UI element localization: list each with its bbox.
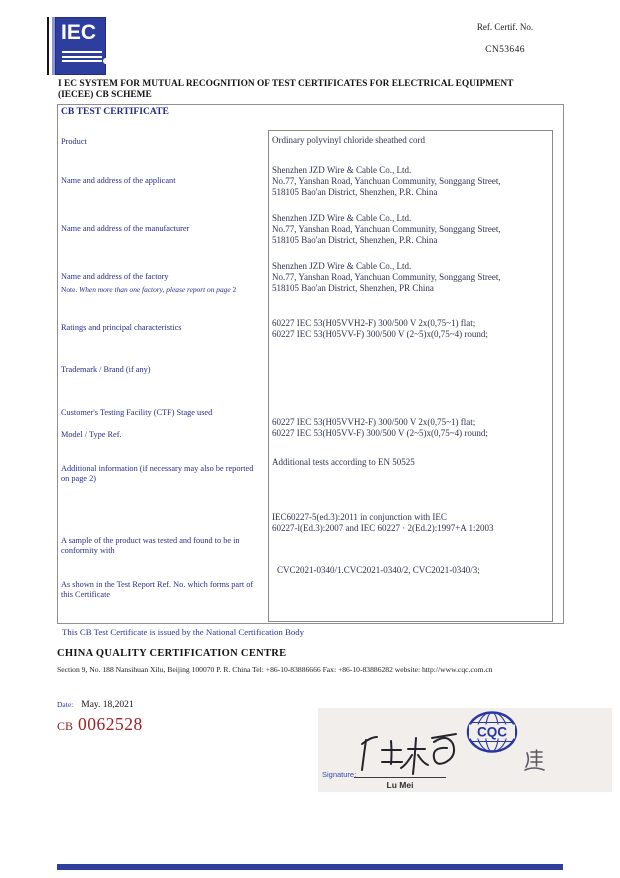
factory-note <box>61 285 266 294</box>
label-model-type-ref: Model / Type Ref. <box>61 430 122 439</box>
iec-logo-left-bar <box>47 17 49 75</box>
signatory-name: Lu Mei <box>386 780 414 790</box>
ncb-name: CHINA QUALITY CERTIFICATION CENTRE <box>57 648 287 659</box>
issued-by-statement: This CB Test Certificate is issued by the National Certification Body <box>62 627 305 637</box>
signature-panel <box>318 708 612 792</box>
label-additional-info: Additional information (if necessary may also be reported on page 2) <box>61 464 254 483</box>
label-factory: Name and address of the factory <box>61 272 169 281</box>
scheme-heading-line1: I EC SYSTEM FOR MUTUAL RECOGNITION OF TEST CERTIFICATES FOR ELECTRICAL EQUIPMENT <box>58 79 514 89</box>
iec-logo-text: IEC <box>61 21 97 44</box>
value-manufacturer: Shenzhen JZD Wire & Cable Co., Ltd. No.77, Yanshan Road, Yanchuan Community, Songgang Street, 518105 Bao'an District, Shenzhen, P.R. China <box>272 213 501 245</box>
label-ratings: Ratings and principal characteristics <box>61 323 182 332</box>
iec-logo <box>47 17 107 75</box>
date-value: May. 18,2021 <box>81 700 134 710</box>
handwritten-signature <box>352 730 462 778</box>
iec-logo-lines <box>62 51 102 65</box>
label-ctf-stage: Customer's Testing Facility (CTF) Stage used <box>61 408 213 417</box>
value-model-type-ref: 60227 IEC 53(H05VVH2-F) 300/500 V 2x(0,75~1) flat; 60227 IEC 53(H05VV-F) 300/500 V (2~5)x(0,75~4) round; <box>272 417 488 438</box>
cqc-stamp-logo <box>466 711 518 753</box>
value-ratings: 60227 IEC 53(H05VVH2-F) 300/500 V 2x(0,75~1) flat; 60227 IEC 53(H05VV-F) 300/500 V (2~5)x(0,75~4) round; <box>272 318 488 339</box>
svg-text:CQC: CQC <box>477 724 507 740</box>
value-applicant: Shenzhen JZD Wire & Cable Co., Ltd. No.77, Yanshan Road, Yanchuan Community, Songgang Street, 518105 Bao'an District, Shenzhen, P.R. China <box>272 165 501 197</box>
label-applicant: Name and address of the applicant <box>61 176 176 185</box>
label-product: Product <box>61 137 87 146</box>
value-column-box <box>268 130 553 622</box>
certificate-title: CB TEST CERTIFICATE <box>61 106 169 117</box>
iec-logo-box <box>52 17 106 75</box>
cb-number: 0062528 <box>78 714 143 734</box>
value-factory: Shenzhen JZD Wire & Cable Co., Ltd. No.77, Yanshan Road, Yanchuan Community, Songgang Street, 518105 Bao'an District, Shenzhen, PR China <box>272 261 501 293</box>
cb-certificate-number <box>57 714 143 735</box>
factory-note-italic: When more than one factory, please report on page <box>79 285 231 294</box>
label-manufacturer: Name and address of the manufacturer <box>61 224 190 233</box>
label-test-report: As shown in the Test Report Ref. No. which forms part of this Certificate <box>61 580 254 599</box>
iec-logo-dot <box>103 58 109 64</box>
date-row <box>57 694 134 712</box>
value-additional-info: Additional tests according to EN 50525 <box>272 457 415 467</box>
ncb-address: Section 9, No. 188 Nansihuan Xilu, Beijing 100070 P. R. China Tel: +86-10-83886666 Fax: +86-10-83886282 website: http://www.cqc.com.cn <box>57 665 493 674</box>
date-label: Date: <box>57 700 74 709</box>
jian-character-mark <box>522 748 546 774</box>
value-product: Ordinary polyvinyl chloride sheathed cord <box>272 135 425 145</box>
page-footer-bar <box>57 864 563 870</box>
value-test-report-refs: CVC2021-0340/1.CVC2021-0340/2, CVC2021-0340/3; <box>277 565 480 575</box>
signature-line <box>354 777 446 778</box>
ref-certif-label: Ref. Certif. No. <box>476 22 534 32</box>
cb-label: CB <box>57 719 74 733</box>
label-conformity: A sample of the product was tested and found to be in conformity with <box>61 536 240 555</box>
signature-label: Signature: <box>322 770 357 779</box>
factory-note-prefix: Note. <box>61 285 78 294</box>
factory-note-suffix: 2 <box>232 285 237 294</box>
label-trademark: Trademark / Brand (if any) <box>61 365 151 374</box>
ref-certif-number: CN53646 <box>485 45 525 55</box>
value-conformity-standards: IEC60227-5(ed.3):2011 in conjunction with IEC 60227-l(Ed.3):2007 and IEC 60227 · 2(Ed.2):1997+A 1:2003 <box>272 512 494 533</box>
scheme-heading-line2: (IECEE) CB SCHEME <box>58 90 152 100</box>
